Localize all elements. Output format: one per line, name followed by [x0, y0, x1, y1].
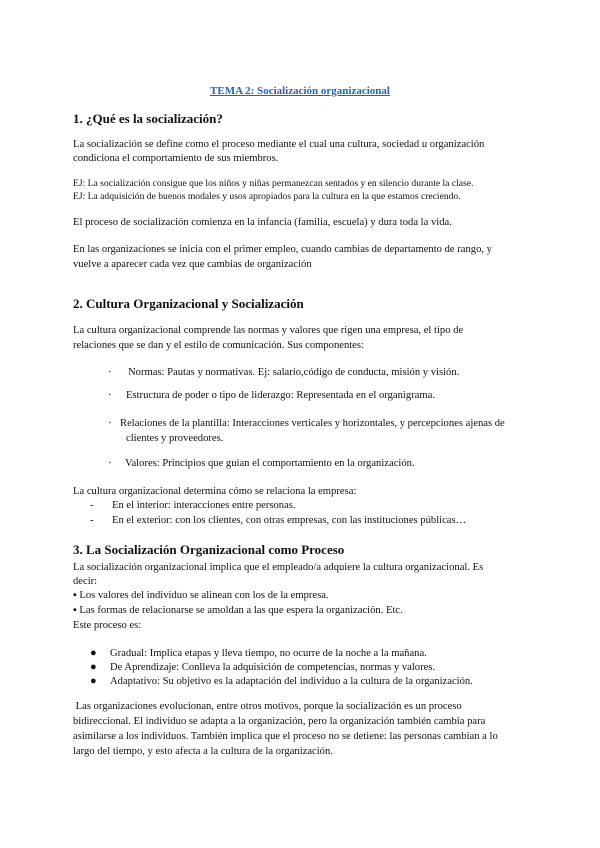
trait-text: De Aprendizaje: Conlleva la adquisición de competencias, normas y valores.	[110, 662, 436, 673]
component-item	[108, 457, 415, 472]
trait-text: Adaptativo: Su objetivo es la adaptación del individuo a la cultura de la organización.	[110, 676, 473, 687]
s3-square-item-1: ▪ Los valores del individuo se alinean con los de la empresa.	[73, 590, 329, 601]
section-2-heading: 2. Cultura Organizacional y Socialización	[73, 296, 304, 311]
component-item	[108, 366, 459, 381]
s1-paragraph-1-line-2: condiciona el comportamiento de sus miembros.	[73, 153, 279, 164]
bullet-dot-icon: ·	[108, 390, 112, 401]
component-text: Normas: Pautas y normativas. Ej: salario,código de conducta, misión y visión.	[128, 367, 460, 378]
trait-text: Gradual: Implica etapas y lleva tiempo, no ocurre de la noche a la mañana.	[110, 648, 427, 659]
trait-item	[90, 674, 473, 690]
dash-bullet-icon: -	[90, 500, 94, 511]
s1-example-2: EJ: La adquisición de buenos modales y usos apropiados para la cultura en la que estamos creciendo.	[73, 191, 461, 202]
bullet-dot-icon: ·	[108, 458, 112, 469]
relation-item	[90, 499, 296, 514]
s3-paragraph-3-line-1: Las organizaciones evolucionan, entre otros motivos, porque la socialización es un proceso	[73, 701, 462, 712]
s3-square-item-2: ▪ Las formas de relacionarse se amoldan a las que espera la organización. Etc.	[73, 605, 403, 616]
disc-bullet-icon: ●	[90, 661, 97, 673]
disc-bullet-icon: ●	[90, 647, 97, 659]
s1-paragraph-3-line-1: En las organizaciones se inicia con el primer empleo, cuando cambias de departamento de rango, y	[73, 244, 492, 255]
component-item	[108, 417, 505, 432]
section-3-heading: 3. La Socialización Organizacional como Proceso	[73, 542, 345, 557]
s3-paragraph-3-line-3: asimilarse a los individuos. También implica que el proceso no se detiene: las personas cambian a lo	[73, 731, 498, 742]
component-item	[108, 389, 435, 404]
component-text-continuation: clientes y proveedores.	[126, 433, 224, 444]
s3-paragraph-2: Este proceso es:	[73, 620, 142, 631]
bullet-dot-icon: ·	[108, 418, 112, 429]
s1-example-1: EJ: La socialización consigue que los niños y niñas permanezcan sentados y en silencio durante la clase.	[73, 178, 474, 189]
component-text: Valores: Principios que guían el comportamiento en la organización.	[125, 458, 415, 469]
relation-item	[90, 514, 466, 529]
relation-text: En el interior: interacciones entre personas.	[112, 500, 296, 511]
s2-paragraph-1-line-1: La cultura organizacional comprende las normas y valores que rigen una empresa, el tipo de	[73, 325, 464, 336]
s3-paragraph-3-line-4: largo del tiempo, y esto afecta a la cultura de la organización.	[73, 746, 333, 757]
s1-paragraph-2: El proceso de socialización comienza en la infancia (familia, escuela) y dura toda la vida.	[73, 217, 452, 228]
relation-text: En el exterior: con los clientes, con otras empresas, con las instituciones públicas…	[112, 515, 467, 526]
s3-paragraph-1-line-1: La socialización organizacional implica que el empleado/a adquiere la cultura organizacional. Es	[73, 562, 484, 573]
component-text: Estructura de poder o tipo de liderazgo: Representada en el organigrama.	[126, 390, 435, 401]
disc-bullet-icon: ●	[90, 675, 97, 687]
s3-paragraph-1-line-2: decir:	[73, 576, 98, 587]
s2-paragraph-2: La cultura organizacional determina cómo se relaciona la empresa:	[73, 486, 357, 497]
s1-paragraph-1-line-1: La socialización se define como el proceso mediante el cual una cultura, sociedad u organización	[73, 139, 485, 150]
s3-paragraph-3-line-2: bidireccional. El individuo se adapta a la organización, pero la organización también cambia para	[73, 716, 486, 727]
dash-bullet-icon: -	[90, 515, 94, 526]
document-title: TEMA 2: Socialización organizacional	[210, 85, 390, 97]
section-1-heading: 1. ¿Qué es la socialización?	[73, 111, 223, 126]
bullet-dot-icon: ·	[108, 367, 112, 378]
component-text: Relaciones de la plantilla: Interacciones verticales y horizontales, y percepciones ajenas de	[120, 418, 505, 429]
s2-paragraph-1-line-2: relaciones que se dan y el estilo de comunicación. Sus componentes:	[73, 340, 364, 351]
s1-paragraph-3-line-2: vuelve a aparecer cada vez que cambias de organización	[73, 259, 312, 270]
